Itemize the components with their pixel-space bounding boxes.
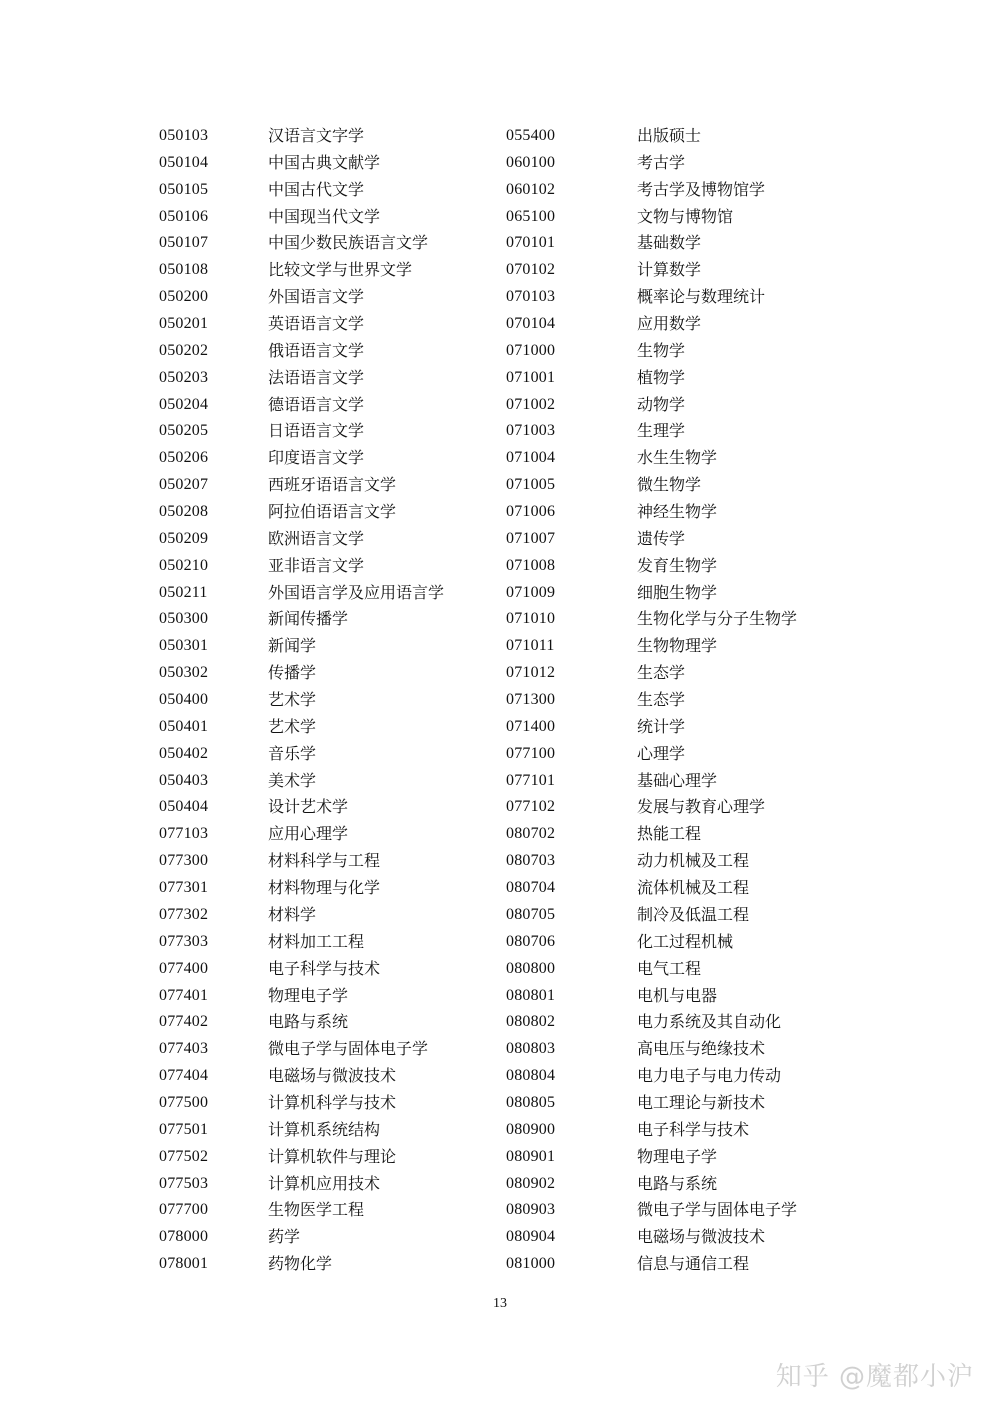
subject-code: 080703 — [506, 852, 556, 870]
subject-name: 流体机械及工程 — [637, 878, 750, 898]
subject-name: 基础心理学 — [637, 770, 718, 790]
subject-name: 计算机科学与技术 — [268, 1092, 397, 1112]
subject-code: 065100 — [506, 207, 556, 225]
subject-code: 077403 — [159, 1040, 209, 1058]
subject-code: 050106 — [159, 207, 209, 225]
subject-name: 制冷及低温工程 — [637, 904, 750, 924]
subject-name: 电磁场与微波技术 — [637, 1227, 766, 1247]
subject-code: 077400 — [159, 959, 209, 977]
subject-code: 078001 — [159, 1255, 209, 1273]
subject-name: 化工过程机械 — [637, 931, 734, 951]
subject-code: 050201 — [159, 315, 209, 333]
subject-code: 080903 — [506, 1201, 556, 1219]
subject-code: 077401 — [159, 986, 209, 1004]
subject-code: 050203 — [159, 368, 209, 386]
subject-code: 070103 — [506, 288, 556, 306]
subject-code: 071300 — [506, 691, 556, 709]
subject-name: 物理电子学 — [637, 1146, 718, 1166]
subject-code: 071007 — [506, 529, 556, 547]
subject-name: 高电压与绝缘技术 — [637, 1039, 766, 1059]
subject-code: 077402 — [159, 1013, 209, 1031]
subject-name: 应用数学 — [637, 314, 702, 334]
subject-name: 法语语言文学 — [268, 367, 365, 387]
subject-name: 中国古代文学 — [268, 179, 365, 199]
watermark-text: 知乎 @魔都小沪 — [775, 1362, 974, 1392]
subject-code: 080805 — [506, 1093, 556, 1111]
subject-code: 050205 — [159, 422, 209, 440]
subject-name: 英语语言文学 — [268, 314, 365, 334]
subject-code: 080800 — [506, 959, 556, 977]
subject-code: 071005 — [506, 476, 556, 494]
subject-code: 070101 — [506, 234, 556, 252]
subject-name: 统计学 — [637, 716, 686, 736]
subject-code: 077103 — [159, 825, 209, 843]
subject-name: 动力机械及工程 — [637, 851, 750, 871]
subject-code: 071011 — [506, 637, 555, 655]
subject-name: 生态学 — [637, 663, 686, 683]
subject-name: 计算机系统结构 — [268, 1119, 381, 1139]
subject-code: 050208 — [159, 503, 209, 521]
subject-code: 080706 — [506, 932, 556, 950]
subject-name: 电路与系统 — [637, 1173, 718, 1193]
subject-code: 050200 — [159, 288, 209, 306]
subject-code: 050105 — [159, 180, 209, 198]
subject-code: 050404 — [159, 798, 209, 816]
subject-name: 电气工程 — [637, 958, 702, 978]
subject-name: 生物医学工程 — [268, 1200, 365, 1220]
subject-code: 077502 — [159, 1147, 209, 1165]
subject-name: 水生生物学 — [637, 448, 718, 468]
subject-name: 生理学 — [637, 421, 686, 441]
subject-code: 077303 — [159, 932, 209, 950]
subject-code: 077100 — [506, 744, 556, 762]
subject-name: 热能工程 — [637, 824, 702, 844]
subject-name: 物理电子学 — [268, 985, 349, 1005]
subject-name: 药物化学 — [268, 1254, 333, 1274]
subject-code: 050204 — [159, 395, 209, 413]
subject-code: 080804 — [506, 1067, 556, 1085]
subject-code: 070104 — [506, 315, 556, 333]
subject-code: 071008 — [506, 556, 556, 574]
subject-name: 比较文学与世界文学 — [268, 260, 413, 280]
subject-code: 050301 — [159, 637, 209, 655]
subject-name: 材料科学与工程 — [268, 851, 381, 871]
subject-name: 生物物理学 — [637, 636, 718, 656]
subject-name: 电工理论与新技术 — [637, 1092, 766, 1112]
subject-code: 050302 — [159, 664, 209, 682]
subject-name: 亚非语言文学 — [268, 555, 365, 575]
subject-code: 080900 — [506, 1120, 556, 1138]
subject-name: 生物学 — [637, 340, 686, 360]
subject-name: 计算机应用技术 — [268, 1173, 381, 1193]
subject-code: 077503 — [159, 1174, 209, 1192]
subject-name: 俄语语言文学 — [268, 340, 365, 360]
subject-code: 071000 — [506, 341, 556, 359]
subject-code: 070102 — [506, 261, 556, 279]
subject-name: 中国少数民族语言文学 — [268, 233, 429, 253]
subject-code: 071400 — [506, 717, 556, 735]
subject-code: 077501 — [159, 1120, 209, 1138]
subject-name: 艺术学 — [268, 716, 317, 736]
subject-name: 遗传学 — [637, 528, 686, 548]
subject-code: 080702 — [506, 825, 556, 843]
subject-code: 050300 — [159, 610, 209, 628]
subject-name: 汉语言文字学 — [268, 126, 365, 145]
subject-code: 080901 — [506, 1147, 556, 1165]
subject-code: 050402 — [159, 744, 209, 762]
subject-code: 050211 — [159, 583, 208, 601]
subject-name: 音乐学 — [268, 743, 317, 763]
subject-code: 071010 — [506, 610, 556, 628]
subject-code: 050210 — [159, 556, 209, 574]
subject-name: 外国语言学及应用语言学 — [268, 582, 445, 602]
subject-name: 中国现当代文学 — [268, 206, 381, 226]
subject-name: 中国古典文献学 — [268, 152, 381, 172]
subject-code: 071003 — [506, 422, 556, 440]
subject-code: 077700 — [159, 1201, 209, 1219]
subject-code: 077102 — [506, 798, 556, 816]
subject-code: 077300 — [159, 852, 209, 870]
subject-name: 生态学 — [637, 690, 686, 710]
subject-name: 艺术学 — [268, 690, 317, 710]
subject-code: 080801 — [506, 986, 556, 1004]
subject-code: 080803 — [506, 1040, 556, 1058]
subject-name: 计算机软件与理论 — [268, 1146, 397, 1166]
subject-name: 电机与电器 — [637, 985, 718, 1005]
subject-code: 077101 — [506, 771, 556, 789]
subject-code: 077500 — [159, 1093, 209, 1111]
subject-name: 应用心理学 — [268, 824, 349, 844]
subject-name: 神经生物学 — [637, 502, 718, 522]
subject-name: 材料加工工程 — [268, 931, 365, 951]
subject-name: 材料学 — [268, 904, 317, 924]
subject-name: 新闻学 — [268, 636, 317, 656]
subject-code: 050403 — [159, 771, 209, 789]
subject-name: 日语语言文学 — [268, 421, 365, 441]
subject-code: 080904 — [506, 1228, 556, 1246]
subject-name: 考古学及博物馆学 — [637, 179, 766, 199]
subject-name: 电子科学与技术 — [637, 1119, 750, 1139]
subject-name: 微生物学 — [637, 475, 702, 495]
subject-code: 060102 — [506, 180, 556, 198]
subject-name: 电磁场与微波技术 — [268, 1066, 397, 1086]
subject-name: 发展与教育心理学 — [637, 797, 766, 817]
subject-code: 050401 — [159, 717, 209, 735]
subject-code: 050209 — [159, 529, 209, 547]
subject-name: 欧洲语言文学 — [268, 528, 365, 548]
subject-name: 基础数学 — [637, 233, 702, 253]
subject-name: 电力系统及其自动化 — [637, 1012, 782, 1032]
subject-name: 微电子学与固体电子学 — [268, 1039, 429, 1059]
subject-code: 071001 — [506, 368, 556, 386]
subject-code: 077302 — [159, 905, 209, 923]
subject-name: 心理学 — [637, 743, 686, 763]
subject-code: 055400 — [506, 127, 556, 144]
subject-code: 077301 — [159, 879, 209, 897]
subject-name: 文物与博物馆 — [637, 206, 734, 226]
subject-code: 071009 — [506, 583, 556, 601]
subject-code: 050206 — [159, 449, 209, 467]
subject-code: 080704 — [506, 879, 556, 897]
subject-code: 080902 — [506, 1174, 556, 1192]
subject-code: 080705 — [506, 905, 556, 923]
subject-code: 071012 — [506, 664, 556, 682]
subject-name: 动物学 — [637, 394, 686, 414]
subject-code: 050207 — [159, 476, 209, 494]
subject-name: 印度语言文学 — [268, 448, 365, 468]
subject-name: 新闻传播学 — [268, 609, 349, 629]
subject-code: 081000 — [506, 1255, 556, 1273]
subject-name: 细胞生物学 — [637, 582, 718, 602]
subject-name: 信息与通信工程 — [637, 1254, 750, 1274]
subject-name: 发育生物学 — [637, 555, 718, 575]
subject-name: 设计艺术学 — [268, 797, 349, 817]
subject-code: 050103 — [159, 127, 209, 144]
subject-name: 生物化学与分子生物学 — [637, 609, 798, 629]
subject-name: 微电子学与固体电子学 — [637, 1200, 798, 1220]
subject-name: 西班牙语语言文学 — [268, 475, 397, 495]
page-number: 13 — [493, 1296, 507, 1311]
subject-code: 071006 — [506, 503, 556, 521]
subject-code: 080802 — [506, 1013, 556, 1031]
subject-name: 计算数学 — [637, 260, 702, 280]
subject-code: 071002 — [506, 395, 556, 413]
subject-code: 060100 — [506, 153, 556, 171]
subject-name: 药学 — [268, 1227, 301, 1247]
subject-name: 概率论与数理统计 — [637, 287, 766, 307]
subject-name: 德语语言文学 — [268, 394, 365, 414]
subject-name: 植物学 — [637, 367, 686, 387]
subject-code: 077404 — [159, 1067, 209, 1085]
subject-name: 美术学 — [268, 770, 317, 790]
subject-name: 传播学 — [268, 663, 317, 683]
subject-code: 050202 — [159, 341, 209, 359]
subject-name: 材料物理与化学 — [268, 878, 381, 898]
subject-code: 050104 — [159, 153, 209, 171]
subject-code: 050107 — [159, 234, 209, 252]
subject-name: 电力电子与电力传动 — [637, 1066, 782, 1086]
subject-name: 出版硕士 — [637, 126, 702, 145]
subject-code: 078000 — [159, 1228, 209, 1246]
subject-code: 071004 — [506, 449, 556, 467]
subject-code: 050400 — [159, 691, 209, 709]
subject-code: 050108 — [159, 261, 209, 279]
subject-name: 阿拉伯语语言文学 — [268, 502, 397, 522]
subject-name: 电路与系统 — [268, 1012, 349, 1032]
subject-name: 外国语言文学 — [268, 287, 365, 307]
subject-name: 考古学 — [637, 152, 686, 172]
subject-name: 电子科学与技术 — [268, 958, 381, 978]
